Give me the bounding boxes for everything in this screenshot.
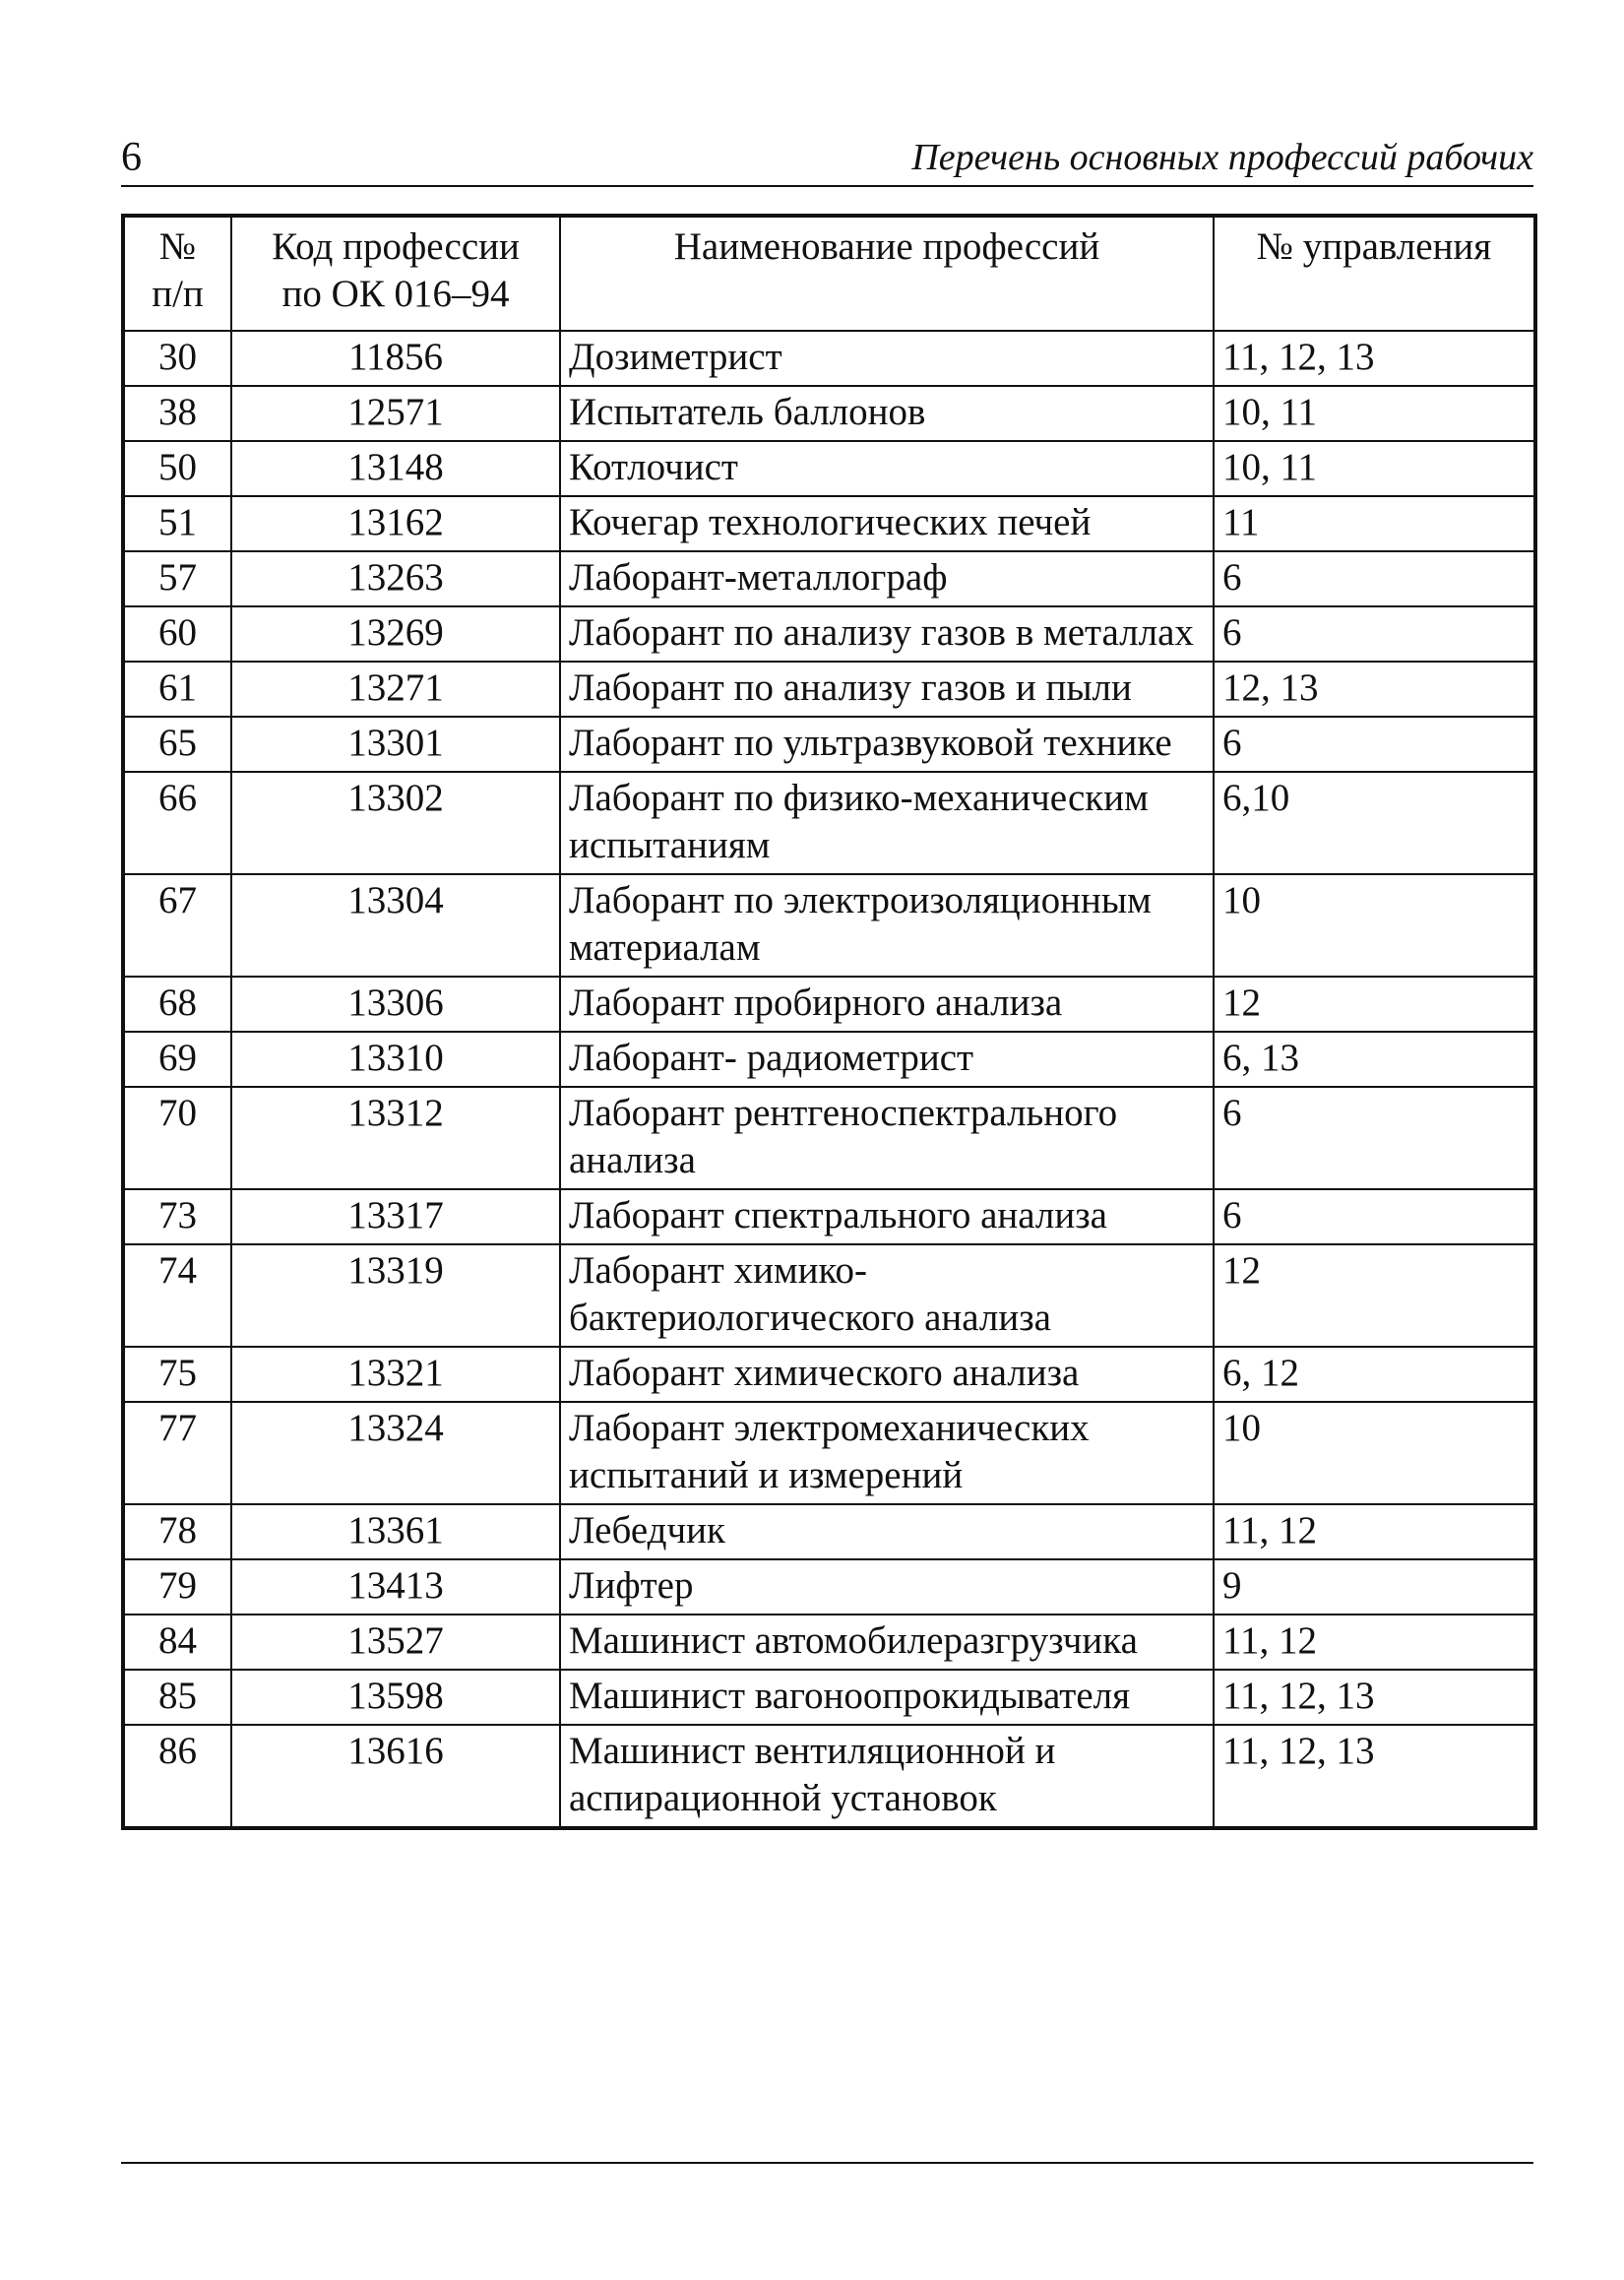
management-numbers: 12 [1214,1244,1535,1347]
profession-name: Лаборант химического анализа [560,1347,1214,1402]
header-row [123,216,1535,331]
management-numbers: 11, 12 [1214,1504,1535,1559]
management-numbers: 6 [1214,1189,1535,1244]
table-row [123,1725,1535,1828]
table-row [123,1347,1535,1402]
table-row [123,1615,1535,1670]
row-number: 77 [123,1402,231,1504]
table-row [123,772,1535,874]
header-mgmt: № управления [1214,216,1535,331]
footer-rule [121,2162,1533,2164]
profession-name: Машинист автомобилеразгрузчика [560,1615,1214,1670]
management-numbers: 6 [1214,717,1535,772]
management-numbers: 11, 12 [1214,1615,1535,1670]
profession-code: 13324 [231,1402,560,1504]
row-number: 78 [123,1504,231,1559]
profession-code: 13312 [231,1087,560,1189]
management-numbers: 11, 12, 13 [1214,1670,1535,1725]
header-code-line2: по ОК 016–94 [281,273,510,315]
row-number: 74 [123,1244,231,1347]
row-number: 85 [123,1670,231,1725]
profession-code: 13148 [231,441,560,496]
row-number: 30 [123,331,231,386]
professions-table [121,214,1537,1830]
profession-name: Испытатель баллонов [560,386,1214,441]
profession-name: Лаборант по физико-механическим испытаниям [560,772,1214,874]
row-number: 67 [123,874,231,977]
profession-code: 13301 [231,717,560,772]
profession-name: Котлочист [560,441,1214,496]
profession-code: 11856 [231,331,560,386]
running-title: Перечень основных профессий рабочих [911,137,1533,178]
table-row [123,1244,1535,1347]
row-number: 68 [123,977,231,1032]
table-row [123,1670,1535,1725]
header-num-line2: п/п [152,273,204,315]
management-numbers: 10 [1214,874,1535,977]
profession-name: Лаборант пробирного анализа [560,977,1214,1032]
table-row [123,1402,1535,1504]
profession-name: Машинист вентиляционной и аспирационной установок [560,1725,1214,1828]
profession-name: Лаборант- радиометрист [560,1032,1214,1087]
header-num-line1: № [158,225,197,268]
profession-name: Лаборант по анализу газов в металлах [560,606,1214,662]
profession-name: Лаборант по анализу газов и пыли [560,662,1214,717]
row-number: 75 [123,1347,231,1402]
profession-code: 13527 [231,1615,560,1670]
profession-code: 13271 [231,662,560,717]
row-number: 69 [123,1032,231,1087]
profession-code: 13304 [231,874,560,977]
row-number: 84 [123,1615,231,1670]
profession-code: 13319 [231,1244,560,1347]
table-row [123,662,1535,717]
management-numbers: 12 [1214,977,1535,1032]
row-number: 38 [123,386,231,441]
management-numbers: 10, 11 [1214,441,1535,496]
management-numbers: 10 [1214,1402,1535,1504]
table-row [123,496,1535,551]
row-number: 70 [123,1087,231,1189]
profession-name: Лаборант по электроизоляционным материалам [560,874,1214,977]
profession-code: 13162 [231,496,560,551]
table-row [123,1504,1535,1559]
management-numbers: 6, 12 [1214,1347,1535,1402]
management-numbers: 6,10 [1214,772,1535,874]
row-number: 65 [123,717,231,772]
profession-code: 13598 [231,1670,560,1725]
profession-code: 13361 [231,1504,560,1559]
profession-code: 13269 [231,606,560,662]
management-numbers: 11, 12, 13 [1214,331,1535,386]
management-numbers: 9 [1214,1559,1535,1615]
profession-code: 13616 [231,1725,560,1828]
profession-name: Лаборант рентгеноспектрального анализа [560,1087,1214,1189]
table-row [123,717,1535,772]
profession-name: Кочегар технологических печей [560,496,1214,551]
management-numbers: 6 [1214,551,1535,606]
management-numbers: 12, 13 [1214,662,1535,717]
table-row [123,331,1535,386]
profession-name: Лифтер [560,1559,1214,1615]
table-row [123,441,1535,496]
table-row [123,1559,1535,1615]
profession-code: 13302 [231,772,560,874]
management-numbers: 6 [1214,606,1535,662]
profession-name: Дозиметрист [560,331,1214,386]
profession-code: 13321 [231,1347,560,1402]
row-number: 86 [123,1725,231,1828]
management-numbers: 11 [1214,496,1535,551]
row-number: 73 [123,1189,231,1244]
page-number: 6 [121,135,142,180]
header-code-line1: Код профессии [272,225,520,268]
table-row [123,386,1535,441]
page-header [121,126,1533,187]
row-number: 66 [123,772,231,874]
profession-code: 12571 [231,386,560,441]
management-numbers: 6 [1214,1087,1535,1189]
profession-code: 13413 [231,1559,560,1615]
profession-name: Лаборант спектрального анализа [560,1189,1214,1244]
header-code [231,216,560,331]
row-number: 50 [123,441,231,496]
profession-name: Машинист вагоноопрокидывателя [560,1670,1214,1725]
table-row [123,551,1535,606]
row-number: 61 [123,662,231,717]
row-number: 79 [123,1559,231,1615]
management-numbers: 10, 11 [1214,386,1535,441]
row-number: 51 [123,496,231,551]
header-name: Наименование профессий [560,216,1214,331]
management-numbers: 11, 12, 13 [1214,1725,1535,1828]
profession-code: 13306 [231,977,560,1032]
row-number: 57 [123,551,231,606]
management-numbers: 6, 13 [1214,1032,1535,1087]
profession-name: Лаборант электромеханических испытаний и измерений [560,1402,1214,1504]
row-number: 60 [123,606,231,662]
table-row [123,874,1535,977]
table-header [123,216,1535,331]
table-row [123,1032,1535,1087]
table-row [123,977,1535,1032]
profession-code: 13263 [231,551,560,606]
profession-name: Лаборант химико-бактериологического анализа [560,1244,1214,1347]
table-row [123,1087,1535,1189]
header-num [123,216,231,331]
table-row [123,1189,1535,1244]
table-body [123,331,1535,1828]
profession-name: Лебедчик [560,1504,1214,1559]
profession-code: 13317 [231,1189,560,1244]
profession-code: 13310 [231,1032,560,1087]
profession-name: Лаборант-металлограф [560,551,1214,606]
profession-name: Лаборант по ультразвуковой технике [560,717,1214,772]
table-row [123,606,1535,662]
